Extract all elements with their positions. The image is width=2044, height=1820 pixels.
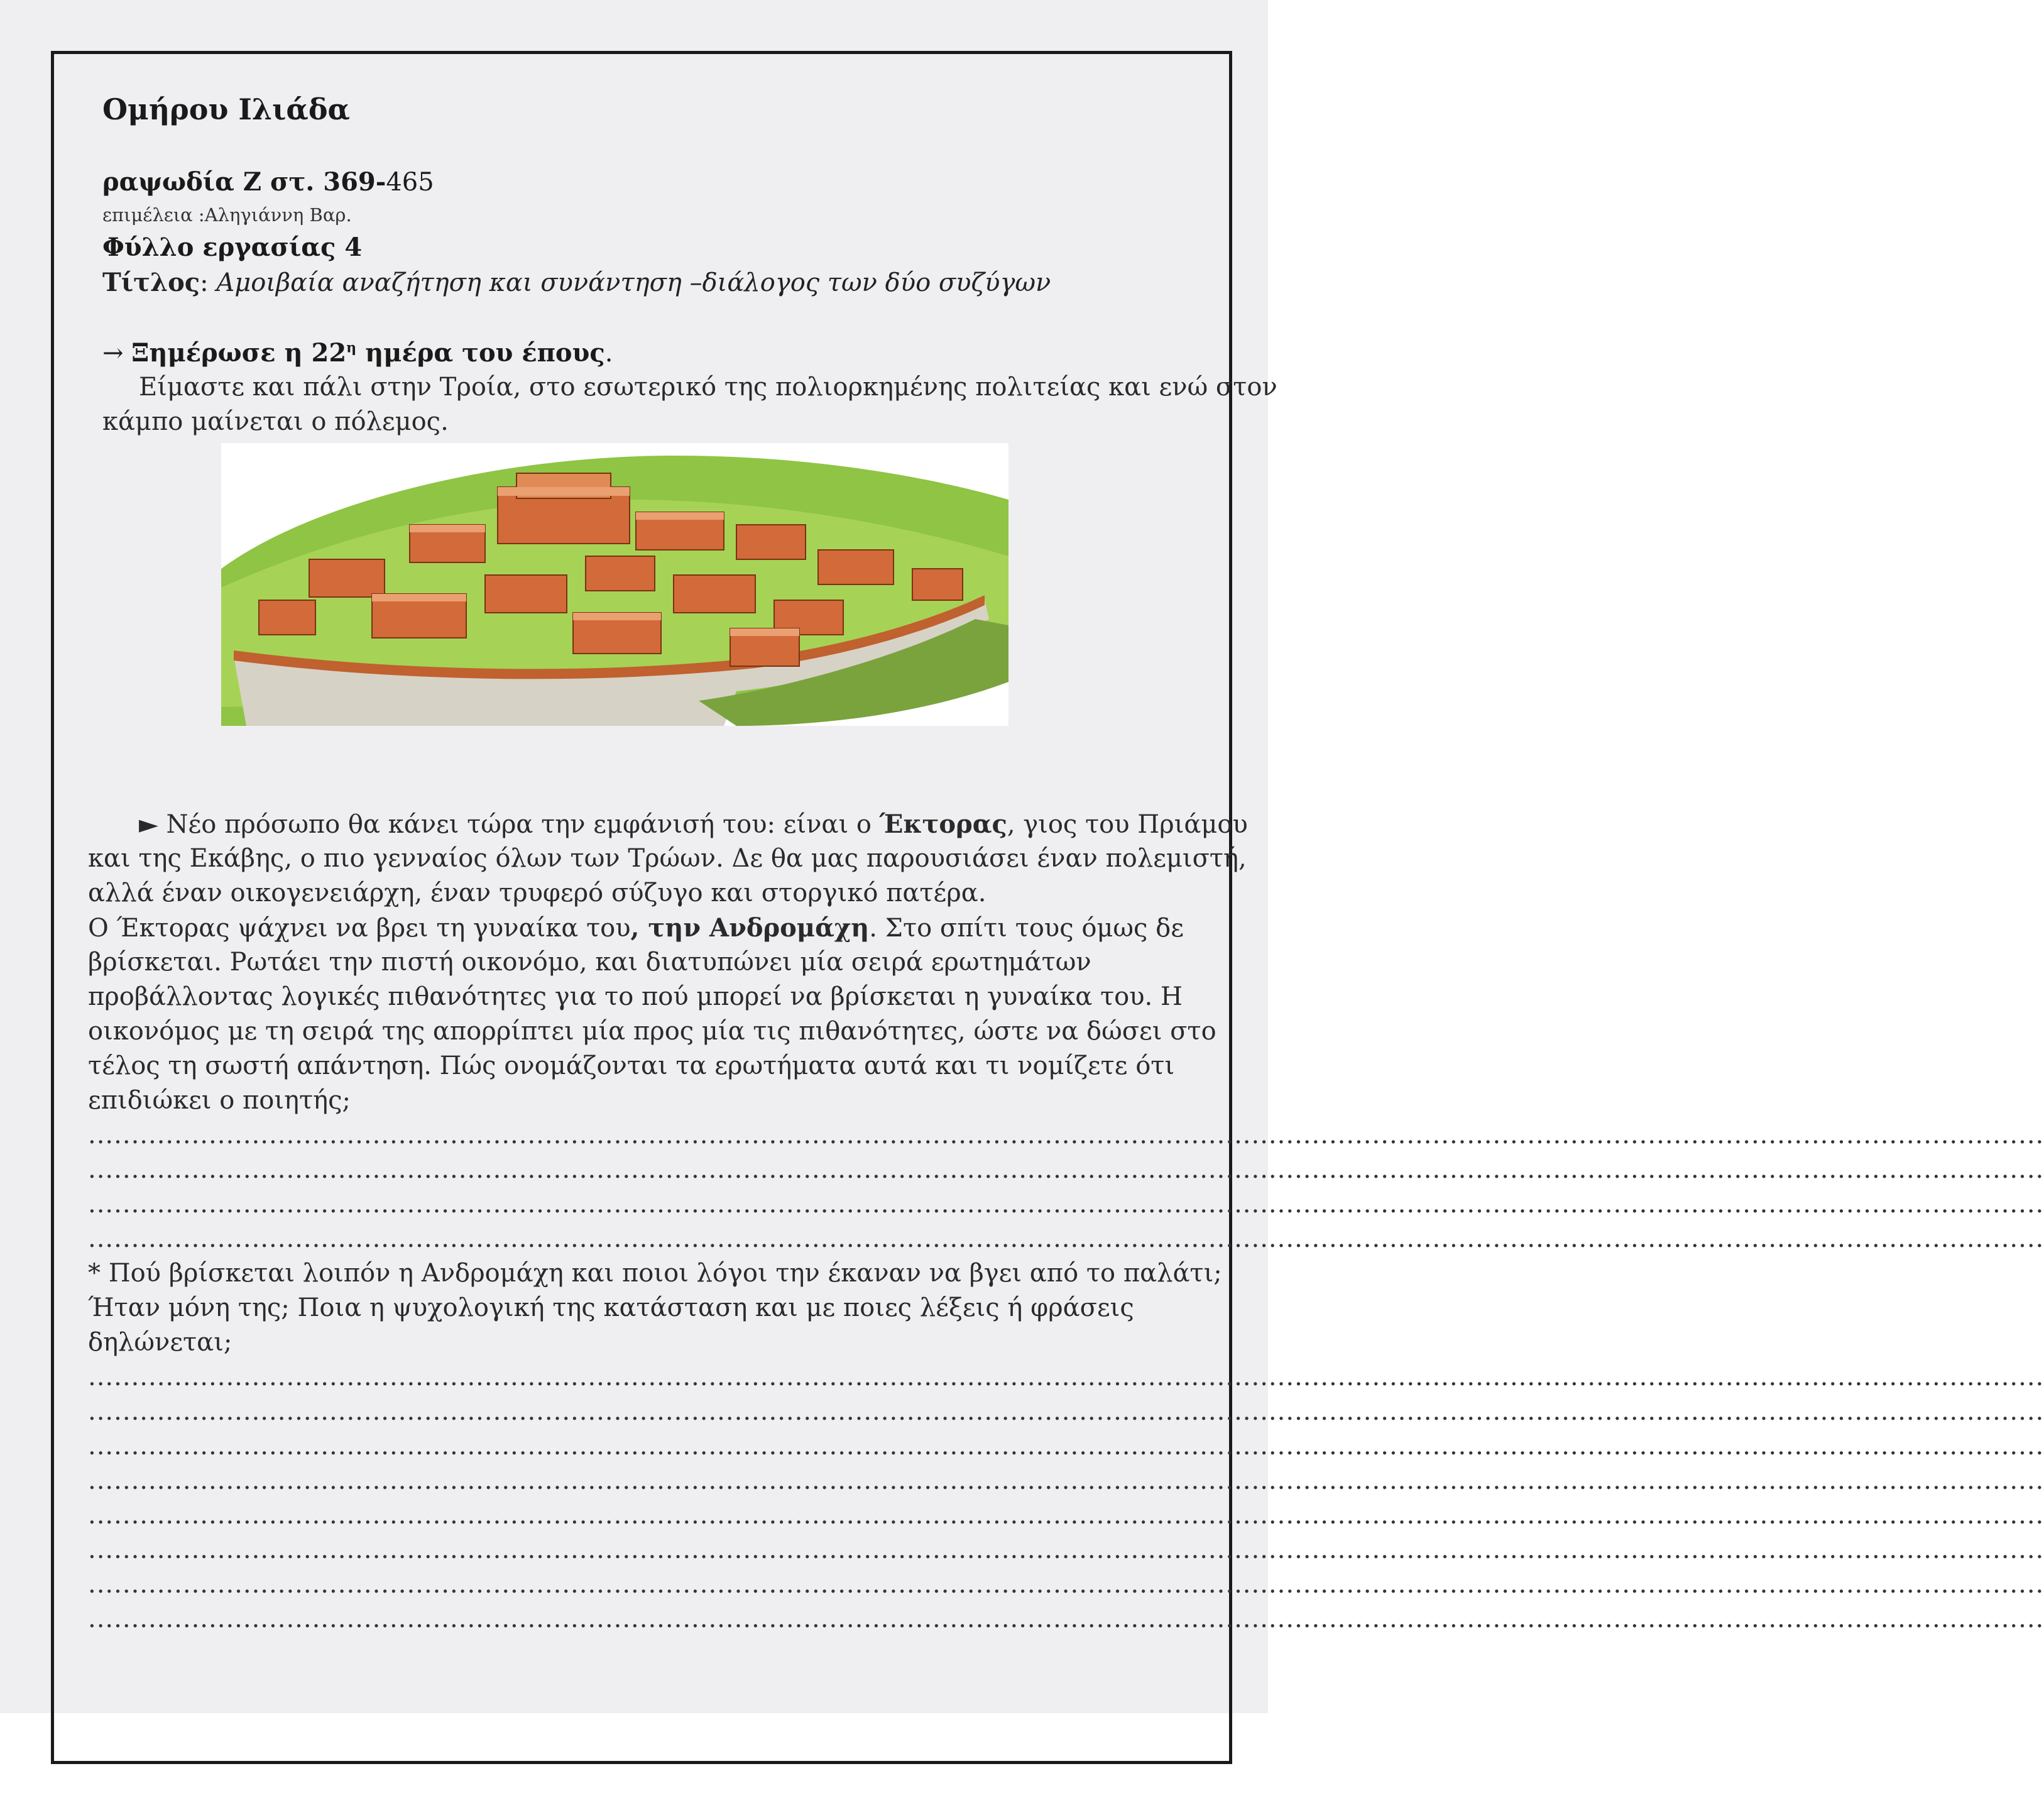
- answer-line[interactable]: ...................................................................................................................................................................................................................................: [88, 1190, 2044, 1219]
- troy-city-illustration: [221, 443, 1008, 726]
- document-title: Ομήρου Ιλιάδα: [102, 92, 350, 126]
- worksheet-title: Τίτλος: Αμοιβαία αναζήτηση και συνάντηση –διάλογος των δύο συζύγων: [102, 268, 1051, 297]
- answer-line[interactable]: ...................................................................................................................................................................................................................................: [88, 1604, 2044, 1633]
- intro-line-1: Είμαστε και πάλι στην Τροία, στο εσωτερικό της πολιορκημένης πολιτείας και ενώ στον: [139, 373, 1277, 402]
- section1-line-8: τέλος τη σωστή απάντηση. Πώς ονομάζονται τα ερωτήματα αυτά και τι νομίζετε ότι: [88, 1051, 1175, 1080]
- section2-line-3: δηλώνεται;: [88, 1328, 232, 1357]
- answer-line[interactable]: ...................................................................................................................................................................................................................................: [88, 1432, 2044, 1461]
- section1-line-2: και της Εκάβης, ο πιο γενναίος όλων των Τρώων. Δε θα μας παρουσιάσει έναν πολεμιστή,: [88, 844, 1247, 873]
- section1-line-5: βρίσκεται. Ρωτάει την πιστή οικονόμο, και διατυπώνει μία σειρά ερωτημάτων: [88, 948, 1091, 977]
- answer-line[interactable]: ...................................................................................................................................................................................................................................: [88, 1570, 2044, 1599]
- answer-line[interactable]: ...................................................................................................................................................................................................................................: [88, 1362, 2044, 1391]
- section1-line-3: αλλά έναν οικογενειάρχη, έναν τρυφερό σύζυγο και στοργικό πατέρα.: [88, 879, 986, 907]
- answer-line[interactable]: ...................................................................................................................................................................................................................................: [88, 1466, 2044, 1495]
- section1-line-1: ► Νέο πρόσωπο θα κάνει τώρα την εμφάνισή του: είναι ο Έκτορας, γιος του Πριάμου: [139, 809, 1248, 839]
- rhapsody-reference: ραψωδία Ζ στ. 369-465: [102, 167, 434, 197]
- section1-line-6: προβάλλοντας λογικές πιθανότητες για το πού μπορεί να βρίσκεται η γυναίκα του. Η: [88, 982, 1183, 1011]
- arrow-icon: →: [102, 339, 132, 368]
- answer-line[interactable]: ...................................................................................................................................................................................................................................: [88, 1535, 2044, 1564]
- section1-line-9: επιδιώκει ο ποιητής;: [88, 1086, 351, 1115]
- editor-credit: επιμέλεια :Αληγιάννη Βαρ.: [102, 204, 352, 226]
- section1-line-4: Ο Έκτορας ψάχνει να βρει τη γυναίκα του, την Ανδρομάχη. Στο σπίτι τους όμως δε: [88, 913, 1184, 943]
- section1-line-7: οικονόμος με τη σειρά της απορρίπτει μία προς μία τις πιθανότητες, ώστε να δώσει στο: [88, 1017, 1216, 1046]
- dawn-heading: → Ξημέρωσε η $22^\eta$ ημέρα του έπους.: [102, 338, 613, 368]
- answer-line[interactable]: ...................................................................................................................................................................................................................................: [88, 1501, 2044, 1530]
- answer-line[interactable]: ...................................................................................................................................................................................................................................: [88, 1121, 2044, 1149]
- worksheet-number: Φύλλο εργασίας 4: [102, 233, 363, 262]
- intro-line-2: κάμπο μαίνεται ο πόλεμος.: [102, 407, 449, 436]
- answer-line[interactable]: ...................................................................................................................................................................................................................................: [88, 1397, 2044, 1426]
- answer-line[interactable]: ...................................................................................................................................................................................................................................: [88, 1155, 2044, 1184]
- section2-line-1: * Πού βρίσκεται λοιπόν η Ανδρομάχη και ποιοι λόγοι την έκαναν να βγει από το παλάτι;: [88, 1259, 1222, 1288]
- answer-line[interactable]: ...................................................................................................................................................................................................................................: [88, 1224, 2044, 1253]
- section2-line-2: Ήταν μόνη της; Ποια η ψυχολογική της κατάσταση και με ποιες λέξεις ή φράσεις: [88, 1293, 1134, 1322]
